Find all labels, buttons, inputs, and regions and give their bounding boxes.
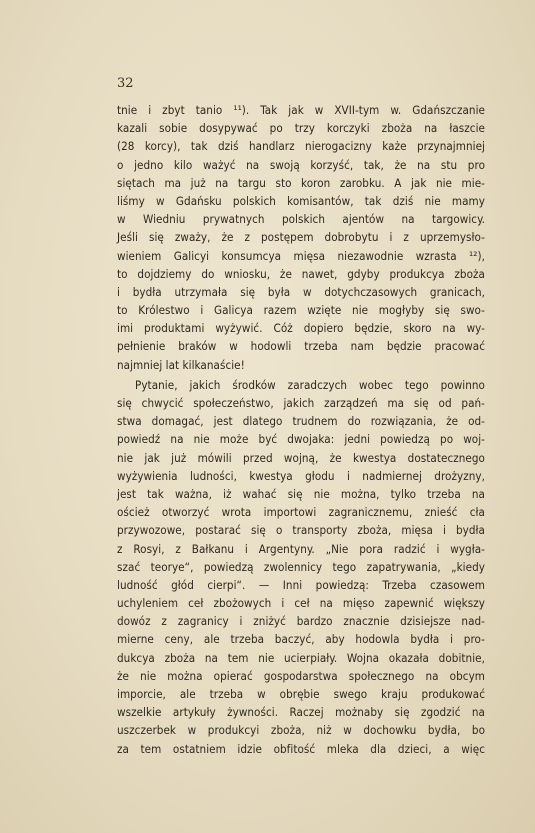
body-text (117, 101, 485, 758)
text-line: tnie i zbyt tanio ¹¹). Tak jak w XVII-tym w. Gdańszczanie (117, 103, 485, 117)
text-line: Jeśli się zważy, że z postępem dobrobytu i z uprzemysło- (117, 230, 485, 245)
page-number: 32 (117, 76, 134, 91)
text-line: się chwycić społeczeństwo, jakich zarządzeń ma się od pań- (117, 396, 485, 410)
text-line: za tem ostatniem idzie obfitość mleka dla dzieci, a więc (117, 741, 485, 756)
text-line: oścież otworzyć wrota importowi zagranicznemu, znieść cła (117, 505, 485, 520)
text-line: uchyleniem ceł zbożowych i ceł na mięso zapewnić większy (117, 596, 485, 611)
text-line: Pytanie, jakich środków zaradczych wobec tego powinno (135, 377, 485, 392)
text-line: o jedno kilo ważyć na swoją korzyść, tak, że na stu pro (117, 157, 485, 172)
text-line: w Wiedniu prywatnych polskich ajentów na targowicy. (117, 212, 485, 227)
text-line: to Królestwo i Galicya razem wzięte nie mogłyby się swo- (117, 303, 485, 318)
text-line: nie jak już mówili przed wojną, że kwestya dostatecznego (117, 450, 485, 465)
text-line: przywozowe, postarać się o transporty zboża, mięsa i bydła (117, 523, 485, 538)
text-line: jest tak ważna, iż wahać się nie można, tylko trzeba na (117, 486, 485, 501)
text-line: mierne ceny, ale trzeba baczyć, aby hodowla bydła i pro- (117, 632, 485, 647)
text-line: dukcya zboża na tem nie ucierpiały. Wojna okazała dobitnie, (117, 650, 485, 665)
text-line: i bydła utrzymała się była w dotychczasowych granicach, (117, 284, 485, 299)
text-line: imporcie, ale trzeba w obrębie swego kraju produkować (117, 687, 485, 701)
text-line: stwa domagać, jest dlatego trudnem do rozwiązania, że od- (117, 414, 485, 429)
text-line: szać teorye“, powiedzą zwolennicy tego zapatrywania, „kiedy (117, 559, 485, 574)
text-line: pełnienie braków w hodowli trzeba nam będzie pracować (117, 339, 485, 354)
text-line: liśmy w Gdańsku polskich komisantów, tak dziś nie mamy (117, 193, 485, 208)
text-line: siętach ma już na targu sto koron zarobku. A jak nie mie- (117, 175, 485, 190)
text-line: (28 korcy), tak dziś handlarz nierogacizny każe przynajmniej (117, 139, 485, 154)
text-line: najmniej lat kilkanaście! (117, 357, 245, 372)
text-line: dowóz z zagranicy i zniżyć bardzo znacznie dzisiejsze nad- (117, 614, 485, 629)
text-line: wszelkie artykuły żywności. Raczej możnaby się zgodzić na (117, 705, 485, 720)
text-line: że nie można opierać gospodarstwa społecznego na obcym (117, 668, 485, 683)
text-line: z Rosyi, z Bałkanu i Argentyny. „Nie pora radzić i wygła- (117, 541, 485, 556)
text-line: to dojdziemy do wniosku, że nawet, gdyby produkcya zboża (117, 266, 485, 281)
text-line: wieniem Galicyi konsumcya mięsa niezawodnie wzrasta ¹²), (117, 248, 485, 263)
text-line: uszczerbek w produkcyi zboża, niż w dochowku bydła, bo (117, 723, 485, 738)
text-line: kazali sobie dosypywać po trzy korczyki zboża na łaszcie (117, 121, 485, 136)
text-line: imi produktami wyżywić. Cóż dopiero będzie, skoro na wy- (117, 321, 485, 336)
text-line: powiedź na nie może być dwojaka: jedni powiedzą po woj- (117, 432, 485, 447)
text-line: ludność głód cierpi“. — Inni powiedzą: Trzeba czasowem (117, 577, 485, 592)
text-line: wyżywienia ludności, kwestya głodu i nadmiernej drożyzny, (117, 468, 485, 483)
